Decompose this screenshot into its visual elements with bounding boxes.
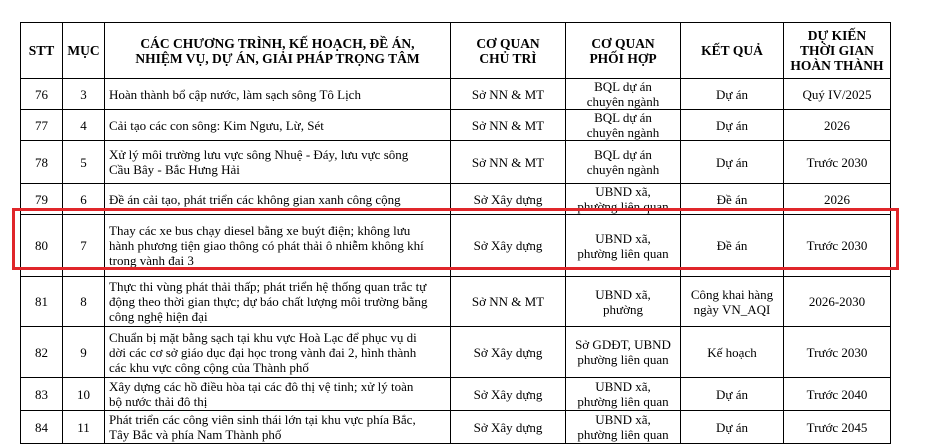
table-cell-coop-agency: BQL dự án chuyên ngành: [566, 141, 681, 184]
table-row: [21, 110, 891, 141]
table-cell-result: Kế hoạch: [681, 327, 784, 378]
table-cell-muc: 9: [63, 327, 105, 378]
table-cell-muc: 5: [63, 141, 105, 184]
table-cell-coop-agency: UBND xã, phường liên quan: [566, 184, 681, 215]
table-cell-muc: 6: [63, 184, 105, 215]
table-cell-completion-time: Quý IV/2025: [784, 79, 891, 110]
table-cell-muc: 7: [63, 215, 105, 277]
table-cell-result: Dự án: [681, 411, 784, 444]
header-result: KẾT QUẢ: [681, 23, 784, 79]
table-cell-task: Phát triển các công viên sinh thái lớn tại khu vực phía Bắc, Tây Bắc và phía Nam Thành phố: [105, 411, 451, 444]
table-cell-completion-time: Trước 2030: [784, 141, 891, 184]
table-row: [21, 184, 891, 215]
table-cell-stt: 78: [21, 141, 63, 184]
table-row: [21, 79, 891, 110]
table-cell-muc: 3: [63, 79, 105, 110]
table-cell-result: Dự án: [681, 378, 784, 411]
table-cell-lead-agency: Sở Xây dựng: [451, 215, 566, 277]
table-cell-stt: 79: [21, 184, 63, 215]
table-cell-completion-time: 2026-2030: [784, 277, 891, 327]
table-cell-coop-agency: UBND xã, phường liên quan: [566, 215, 681, 277]
header-muc: MỤC: [63, 23, 105, 79]
table-cell-completion-time: Trước 2030: [784, 215, 891, 277]
table-cell-result: Dự án: [681, 141, 784, 184]
table-cell-stt: 82: [21, 327, 63, 378]
table-cell-lead-agency: Sở Xây dựng: [451, 327, 566, 378]
table-cell-coop-agency: UBND xã, phường: [566, 277, 681, 327]
table-cell-task: Thực thi vùng phát thải thấp; phát triển hệ thống quan trắc tự động theo thời gian thực; dự báo chất lượng môi trường bằng công nghệ hiện đại: [105, 277, 451, 327]
table-row: [21, 411, 891, 444]
table-cell-result: Dự án: [681, 79, 784, 110]
table-cell-coop-agency: BQL dự án chuyên ngành: [566, 110, 681, 141]
table-cell-task: Xử lý môi trường lưu vực sông Nhuệ - Đáy, lưu vực sông Cầu Bây - Bắc Hưng Hải: [105, 141, 451, 184]
table-cell-completion-time: Trước 2045: [784, 411, 891, 444]
table-cell-coop-agency: Sở GDĐT, UBND phường liên quan: [566, 327, 681, 378]
table-cell-lead-agency: Sở NN & MT: [451, 79, 566, 110]
table-cell-lead-agency: Sở Xây dựng: [451, 378, 566, 411]
table-row: [21, 327, 891, 378]
table-cell-stt: 83: [21, 378, 63, 411]
table-cell-muc: 8: [63, 277, 105, 327]
table-cell-lead-agency: Sở NN & MT: [451, 277, 566, 327]
table-cell-completion-time: Trước 2040: [784, 378, 891, 411]
header-row: [21, 23, 891, 79]
header-lead-agency: CƠ QUAN CHỦ TRÌ: [451, 23, 566, 79]
table-cell-result: Công khai hàng ngày VN_AQI: [681, 277, 784, 327]
table-cell-coop-agency: BQL dự án chuyên ngành: [566, 79, 681, 110]
table-cell-muc: 10: [63, 378, 105, 411]
header-coop-agency: CƠ QUAN PHỐI HỢP: [566, 23, 681, 79]
table-cell-result: Dự án: [681, 110, 784, 141]
table-cell-task: Hoàn thành bổ cập nước, làm sạch sông Tô Lịch: [105, 79, 451, 110]
table-cell-lead-agency: Sở NN & MT: [451, 110, 566, 141]
table-cell-result: Đề án: [681, 184, 784, 215]
table-cell-muc: 4: [63, 110, 105, 141]
header-task: CÁC CHƯƠNG TRÌNH, KẾ HOẠCH, ĐỀ ÁN, NHIỆM VỤ, DỰ ÁN, GIẢI PHÁP TRỌNG TÂM: [105, 23, 451, 79]
table-cell-stt: 76: [21, 79, 63, 110]
table-cell-task: Đề án cải tạo, phát triển các không gian xanh công cộng: [105, 184, 451, 215]
table-cell-result: Đề án: [681, 215, 784, 277]
table-cell-task: Chuẩn bị mặt bằng sạch tại khu vực Hoà Lạc để phục vụ di dời các cơ sở giáo dục đại học trong vành đai 2, hình thành các khu vực công cộng của Thành phố: [105, 327, 451, 378]
table-cell-stt: 77: [21, 110, 63, 141]
table-cell-lead-agency: Sở Xây dựng: [451, 411, 566, 444]
table-cell-completion-time: 2026: [784, 184, 891, 215]
header-completion-time: DỰ KIẾN THỜI GIAN HOÀN THÀNH: [784, 23, 891, 79]
table-cell-stt: 84: [21, 411, 63, 444]
table-cell-lead-agency: Sở Xây dựng: [451, 184, 566, 215]
table-row: [21, 277, 891, 327]
table-cell-stt: 80: [21, 215, 63, 277]
table-cell-muc: 11: [63, 411, 105, 444]
table-row: [21, 141, 891, 184]
table-cell-coop-agency: UBND xã, phường liên quan: [566, 411, 681, 444]
table-row: [21, 378, 891, 411]
table-cell-task: Xây dựng các hồ điều hòa tại các đô thị vệ tinh; xử lý toàn bộ nước thải đô thị: [105, 378, 451, 411]
plan-table: [20, 22, 891, 444]
table-cell-task: Cải tạo các con sông: Kim Ngưu, Lừ, Sét: [105, 110, 451, 141]
table-row: [21, 215, 891, 277]
table-cell-lead-agency: Sở NN & MT: [451, 141, 566, 184]
table-cell-task: Thay các xe bus chạy diesel bằng xe buýt điện; không lưu hành phương tiện giao thông có phát thải ô nhiễm không khí trong vành đai 3: [105, 215, 451, 277]
table-cell-completion-time: 2026: [784, 110, 891, 141]
table-cell-stt: 81: [21, 277, 63, 327]
header-stt: STT: [21, 23, 63, 79]
table-cell-coop-agency: UBND xã, phường liên quan: [566, 378, 681, 411]
table-cell-completion-time: Trước 2030: [784, 327, 891, 378]
